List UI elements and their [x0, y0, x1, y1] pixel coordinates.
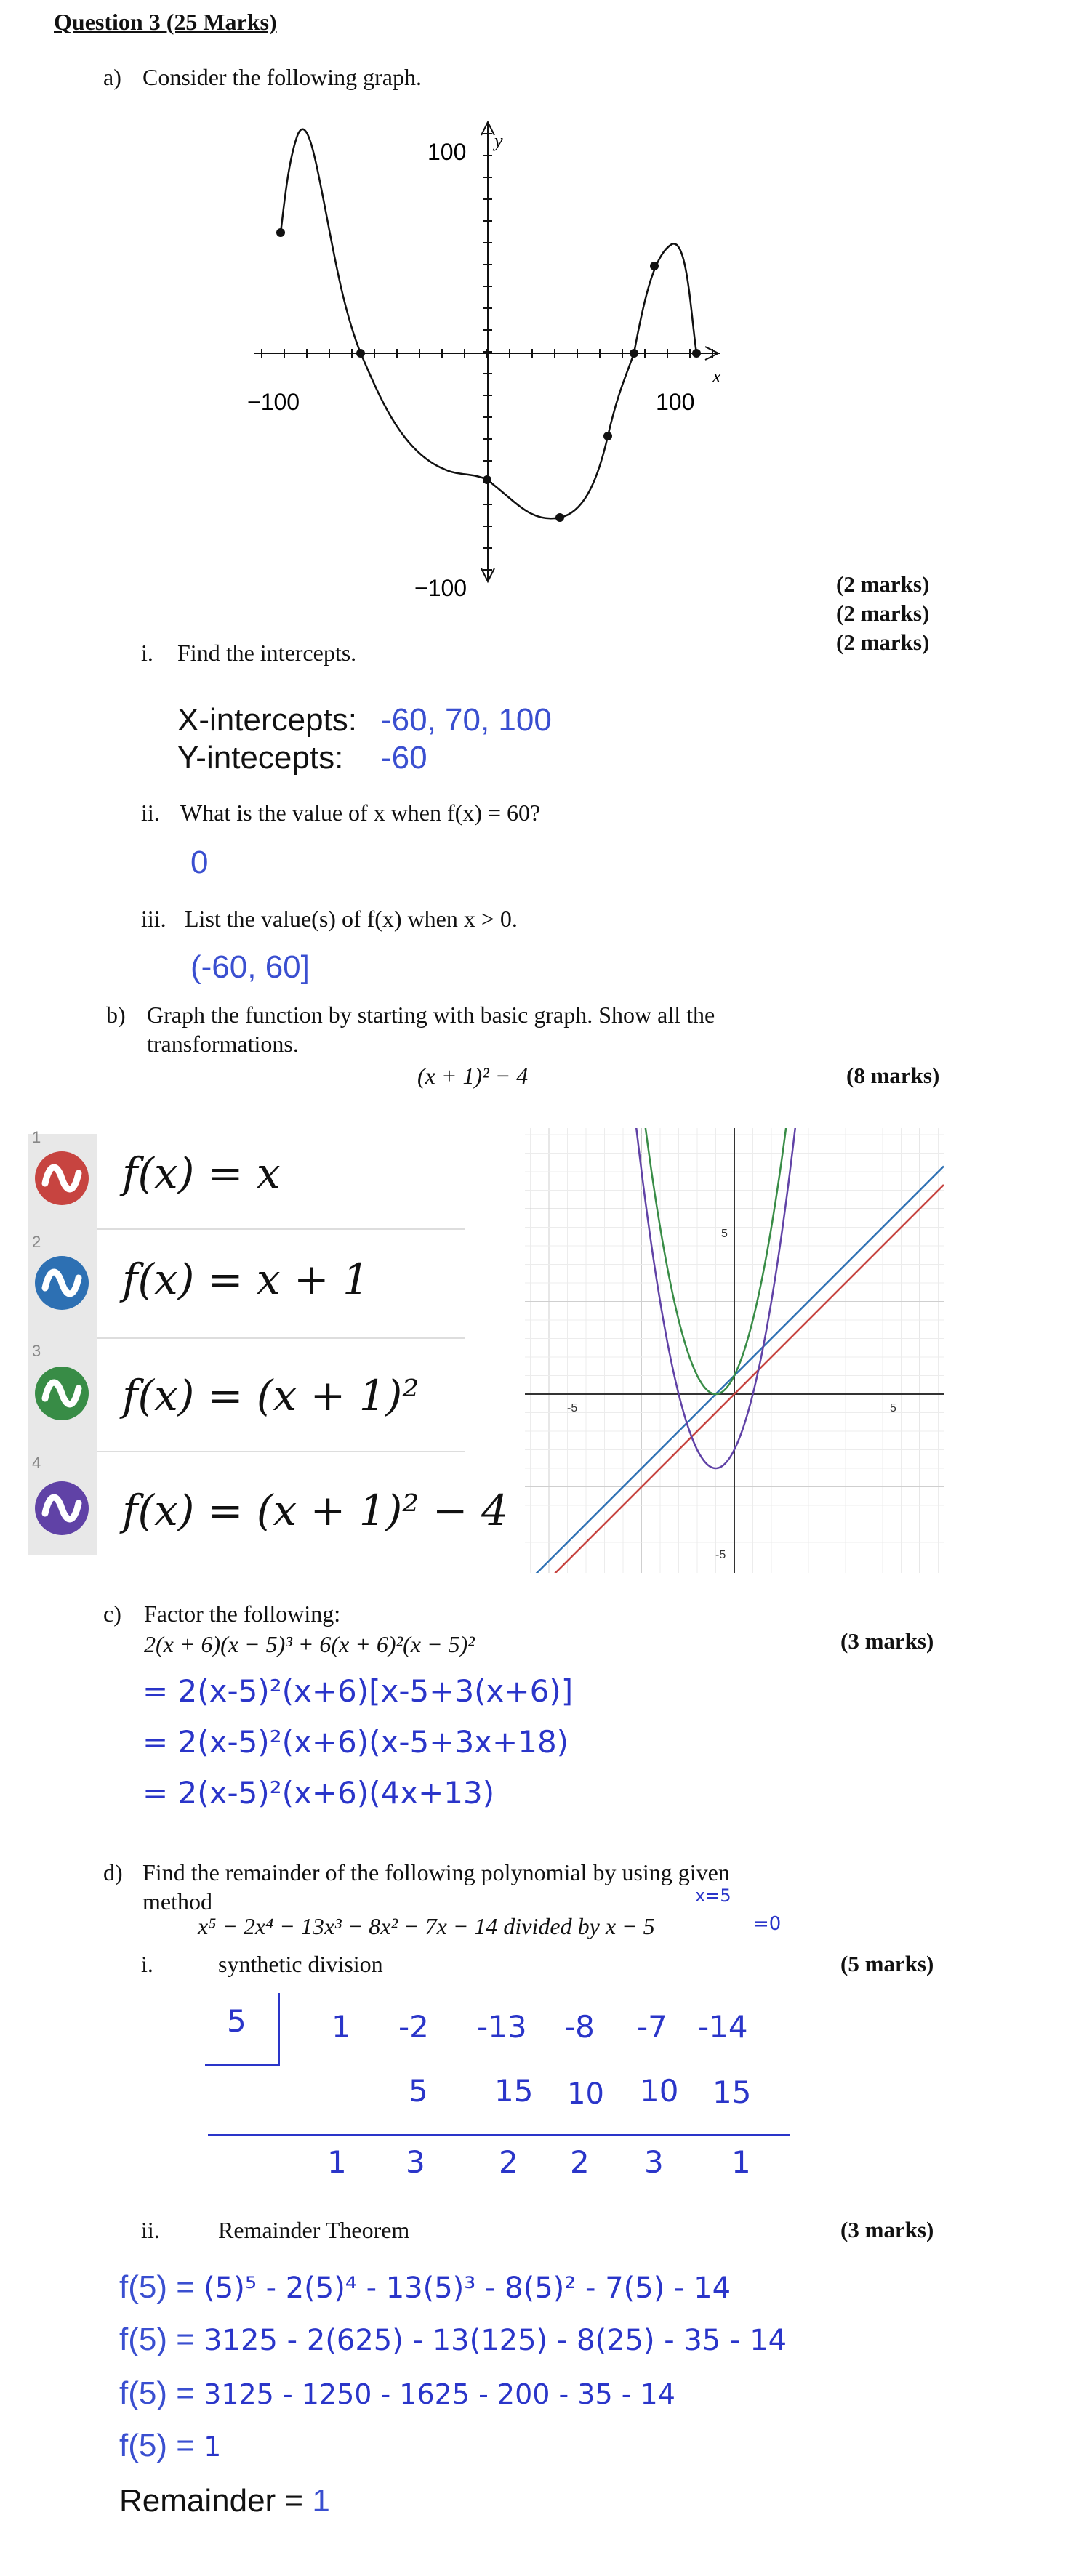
marks-a3: (2 marks) [836, 629, 930, 655]
part-d-polynomial: x⁵ − 2x⁴ − 13x³ − 8x² − 7x − 14 divided by x − 5 [198, 1913, 655, 1939]
result: 2 [570, 2144, 590, 2180]
synthetic-underline [205, 2064, 278, 2066]
wave-icon[interactable] [35, 1256, 89, 1310]
line-rhs: 3125 - 1250 - 1625 - 200 - 35 - 14 [204, 2378, 675, 2410]
divider [97, 1337, 465, 1339]
hand-x5: x=5 [695, 1885, 731, 1906]
point [356, 349, 365, 358]
x-tick-neg100: −100 [247, 389, 300, 415]
remainder-label: Remainder = [119, 2483, 313, 2519]
marks-d-ii: (3 marks) [840, 2217, 934, 2242]
tick-y-neg5: -5 [715, 1549, 726, 1561]
wave-icon[interactable] [35, 1151, 89, 1205]
equation-4[interactable]: f(x) = (x + 1)² − 4 [122, 1486, 508, 1535]
divider [97, 1451, 465, 1452]
question-title: Question 3 (25 Marks) [54, 9, 277, 35]
line-rhs: (5)⁵ - 2(5)⁴ - 13(5)³ - 8(5)² - 7(5) - 14 [204, 2271, 731, 2305]
d-ii-label: ii. [141, 2217, 160, 2243]
tick-y-5: 5 [721, 1228, 728, 1240]
factor-step-3: = 2(x-5)²(x+6)(4x+13) [142, 1775, 495, 1811]
a-ii-label: ii. [141, 800, 160, 826]
line-lhs: f(5) = [119, 2269, 204, 2305]
product: 15 [494, 2073, 534, 2109]
line-rhs: 3125 - 2(625) - 13(125) - 8(25) - 35 - 14 [204, 2324, 787, 2357]
tick-x-neg5: -5 [567, 1402, 578, 1414]
marks-c: (3 marks) [840, 1628, 934, 1654]
part-b-function: (x + 1)² − 4 [417, 1063, 529, 1089]
marks-a2: (2 marks) [836, 600, 930, 626]
marks-d-i: (5 marks) [840, 1951, 934, 1976]
tick-x-5: 5 [890, 1402, 896, 1414]
marks-b: (8 marks) [846, 1063, 940, 1088]
result: 3 [406, 2144, 425, 2180]
a-iii-label: iii. [141, 906, 166, 932]
factor-step-1: = 2(x-5)²(x+6)[x-5+3(x+6)] [142, 1673, 574, 1709]
part-b-label: b) [106, 1002, 126, 1028]
point [630, 349, 638, 358]
coef: -2 [398, 2009, 429, 2045]
equation-1[interactable]: f(x) = x [122, 1148, 281, 1198]
equation-number: 2 [32, 1233, 41, 1251]
y-tick-neg100: −100 [414, 575, 467, 601]
synthetic-line [208, 2134, 790, 2136]
point [692, 349, 701, 358]
part-b-prompt-2: transformations. [147, 1031, 299, 1057]
remainder-value: 1 [312, 2483, 330, 2519]
a-iii-text: List the value(s) of f(x) when x > 0. [185, 906, 518, 932]
coef: -13 [477, 2009, 527, 2045]
line-lhs: f(5) = [119, 2322, 204, 2357]
equation-3[interactable]: f(x) = (x + 1)² [122, 1371, 419, 1420]
equation-number: 1 [32, 1128, 41, 1146]
point [650, 262, 659, 270]
factor-step-2: = 2(x-5)²(x+6)(x-5+3x+18) [142, 1724, 569, 1760]
point [483, 475, 491, 484]
divisor: 5 [227, 2003, 246, 2039]
point [555, 513, 564, 522]
product: 10 [640, 2073, 679, 2109]
product: 10 [567, 2077, 604, 2111]
part-a-prompt: Consider the following graph. [142, 64, 422, 90]
coef: 1 [332, 2009, 351, 2045]
d-i-text: synthetic division [218, 1951, 383, 1977]
a-i-label: i. [141, 640, 153, 666]
wave-icon[interactable] [35, 1367, 89, 1420]
part-d-label: d) [103, 1859, 123, 1885]
equation-list [28, 1128, 508, 1555]
y-intercepts-label: Y-intecepts: [177, 740, 344, 776]
part-a-graph [240, 109, 734, 603]
part-a-label: a) [103, 64, 121, 90]
x-tick-100: 100 [656, 389, 695, 415]
part-c-label: c) [103, 1601, 121, 1627]
remainder-line [119, 2269, 731, 2306]
result: 3 [644, 2144, 664, 2180]
equation-number: 3 [32, 1342, 41, 1360]
coef: -7 [637, 2009, 667, 2045]
coef: -8 [564, 2009, 595, 2045]
d-ii-text: Remainder Theorem [218, 2217, 410, 2243]
remainder-line [119, 2428, 221, 2464]
equation-number: 4 [32, 1454, 41, 1472]
x-intercepts-label: X-intercepts: [177, 702, 357, 738]
divider [97, 1228, 465, 1230]
line-rhs: 1 [204, 2431, 222, 2463]
product: 15 [712, 2074, 752, 2110]
remainder-answer [119, 2483, 330, 2519]
y-intercepts-value: -60 [381, 740, 427, 776]
part-c-expression: 2(x + 6)(x − 5)³ + 6(x + 6)²(x − 5)² [144, 1631, 475, 1657]
y-axis-label: y [494, 130, 503, 151]
result: 2 [499, 2144, 518, 2180]
coef: -14 [698, 2009, 748, 2045]
a-iii-answer: (-60, 60] [190, 949, 310, 985]
function-graph [525, 1128, 944, 1573]
y-tick-100: 100 [427, 139, 467, 165]
wave-icon[interactable] [35, 1481, 89, 1535]
d-i-label: i. [141, 1951, 153, 1977]
line-lhs: f(5) = [119, 2428, 204, 2463]
remainder-line [119, 2322, 787, 2358]
result: 1 [731, 2144, 751, 2180]
point [603, 432, 612, 440]
part-b-prompt-1: Graph the function by starting with basic graph. Show all the [147, 1002, 715, 1028]
remainder-line [119, 2375, 675, 2412]
x-axis-label: x [712, 366, 721, 387]
a-ii-text: What is the value of x when f(x) = 60? [180, 800, 541, 826]
result: 1 [327, 2144, 347, 2180]
line-lhs: f(5) = [119, 2375, 204, 2411]
part-d-prompt-2: method [142, 1888, 212, 1915]
part-d-prompt-1: Find the remainder of the following polynomial by using given [142, 1859, 730, 1885]
marks-a1: (2 marks) [836, 571, 930, 597]
a-ii-answer: 0 [190, 845, 209, 880]
part-c-prompt: Factor the following: [144, 1601, 341, 1627]
hand-eq0: =0 [753, 1913, 782, 1935]
point [276, 228, 285, 237]
x-intercepts-value: -60, 70, 100 [381, 702, 552, 738]
a-i-text: Find the intercepts. [177, 640, 357, 666]
synthetic-bar [278, 1993, 280, 2066]
product: 5 [409, 2073, 428, 2109]
equation-2[interactable]: f(x) = x + 1 [122, 1255, 369, 1304]
